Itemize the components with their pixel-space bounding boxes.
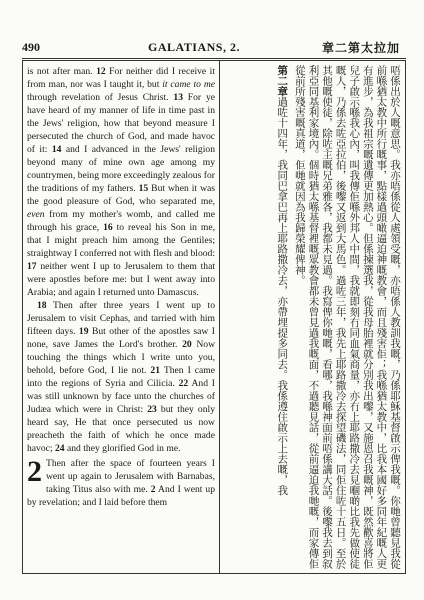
english-paragraph-2: 18 Then after three years I went up to Jerusalem to visit Cephas, and tarried with him fifteen days. 19 But other of the apostles saw I none, save James the Lord's brother. 20 Now touching the things which I write unto you, behold, before God, I lie not. 21 Then I came into the regions of Syria and Cilicia. 22 And I was still unknown by face unto the churches of Judæa which were in Christ: 23 but they only heard say, He that once persecuted us now preacheth the faith of which he once made havoc; 24 and they glorified God in me. — [27, 300, 215, 454]
verse-number: 14 — [51, 144, 62, 155]
cjk-column — [225, 65, 401, 569]
verse-number: 19 — [78, 326, 89, 337]
english-column — [27, 65, 215, 569]
cjk-book-title: 章二第太拉加 — [321, 41, 400, 55]
verse-number: 24 — [54, 443, 65, 454]
verse-number: 21 — [150, 365, 161, 376]
page-number: 490 — [22, 40, 40, 54]
bible-page — [22, 38, 406, 574]
chapter-number: 2 — [27, 455, 42, 488]
verse-number: 17 — [27, 261, 37, 272]
verse-number: 20 — [182, 339, 192, 350]
book-title: GALATIANS, 2. — [148, 40, 240, 54]
cjk-chapter-2: 第二章過咗十四年，我同巴拿巴再上耶路撒冷去，亦帶埋提多同去。我係遵住啟示上去嘅，我 — [276, 65, 289, 496]
verse-number: 18 — [37, 300, 47, 311]
verse-number: 23 — [147, 404, 157, 415]
text-frame — [22, 60, 406, 574]
verse-number: 15 — [138, 183, 149, 194]
verse-number: 16 — [103, 222, 113, 233]
verse-number: 2 — [150, 484, 156, 495]
verse-number: 22 — [178, 378, 189, 389]
cjk-chapter-label: 第二章 — [276, 65, 289, 97]
verse-number: 12 — [96, 66, 106, 77]
page-header — [22, 38, 406, 59]
verse-number: 13 — [173, 92, 183, 103]
english-chapter-2: 2 Then after the space of fourteen years I went up again to Jerusalem with Barnabas, taking Titus also with me. 2 And I went up by revelation; and I laid before them — [27, 455, 215, 508]
english-paragraph-1: is not after man. 12 For neither did I receive it from man, nor was I taught it, but it came to me through revelation of Jesus Christ. 13 For ye have heard of my manner of life in time past in the Jews' religion, how that beyond measure I persecuted the church of God, and made havoc of it: 14 and I advanced in the Jews' religion beyond many of mine own age among my countrymen, being more exceedingly zealous for the traditions of my fathers. 15 But when it was the good pleasure of God, who separated me, even from my mother's womb, and called me through his grace, 16 to reveal his Son in me, that I might preach him among the Gentiles; straightway I conferred not with flesh and blood: 17 neither went I up to Jerusalem to them that were apostles before me: but I went away into Arabia; and again I returned unto Damascus. — [27, 66, 215, 298]
cjk-paragraph-1: 唔係出於人嘅意思。我亦唔係從人處領受嘅，亦唔係人教訓我嘅，乃係耶穌基督啟示俾我嘅。你哋曾聽見我從前喺猶太教中所行嘅事，點樣過頭噉逼迫神嘅教會，而且殘害佢；我喺猶太教中，比我本國好多同年紀嘅人更有進步，為我祖宗嘅遺傳更加熱心。但係揀選我，從我母胎裡就分別我出嚟，又施恩召我嘅神，既然歡喜將佢兒子啟示喺我心內，叫我傳佢喺外邦人中間，我就即刻冇同血氣商量，亦冇上耶路撒冷去見嗰啲比我先做使徒嘅人，乃係去咗亞拉伯，後嚟又返到大馬色。過咗三年，我先上耶路撒冷去探望磯法，同佢住咗十五日。至於其他嘅使徒，除咗主嘅兄弟雅各，我都未見過。我寫俾你哋嘅，看哪，我喺神面前唔係講大話。後嚟我去到叙利亞同基利家境內。個時猶太喺基督裡嘅眾教會都未曾見過我嘅面，不過聽見話，從前逼迫我哋嘅，而家傳佢從前所殘害嘅真道，佢哋就因為我歸榮耀俾神。 — [293, 65, 401, 569]
column-divider — [219, 61, 220, 573]
